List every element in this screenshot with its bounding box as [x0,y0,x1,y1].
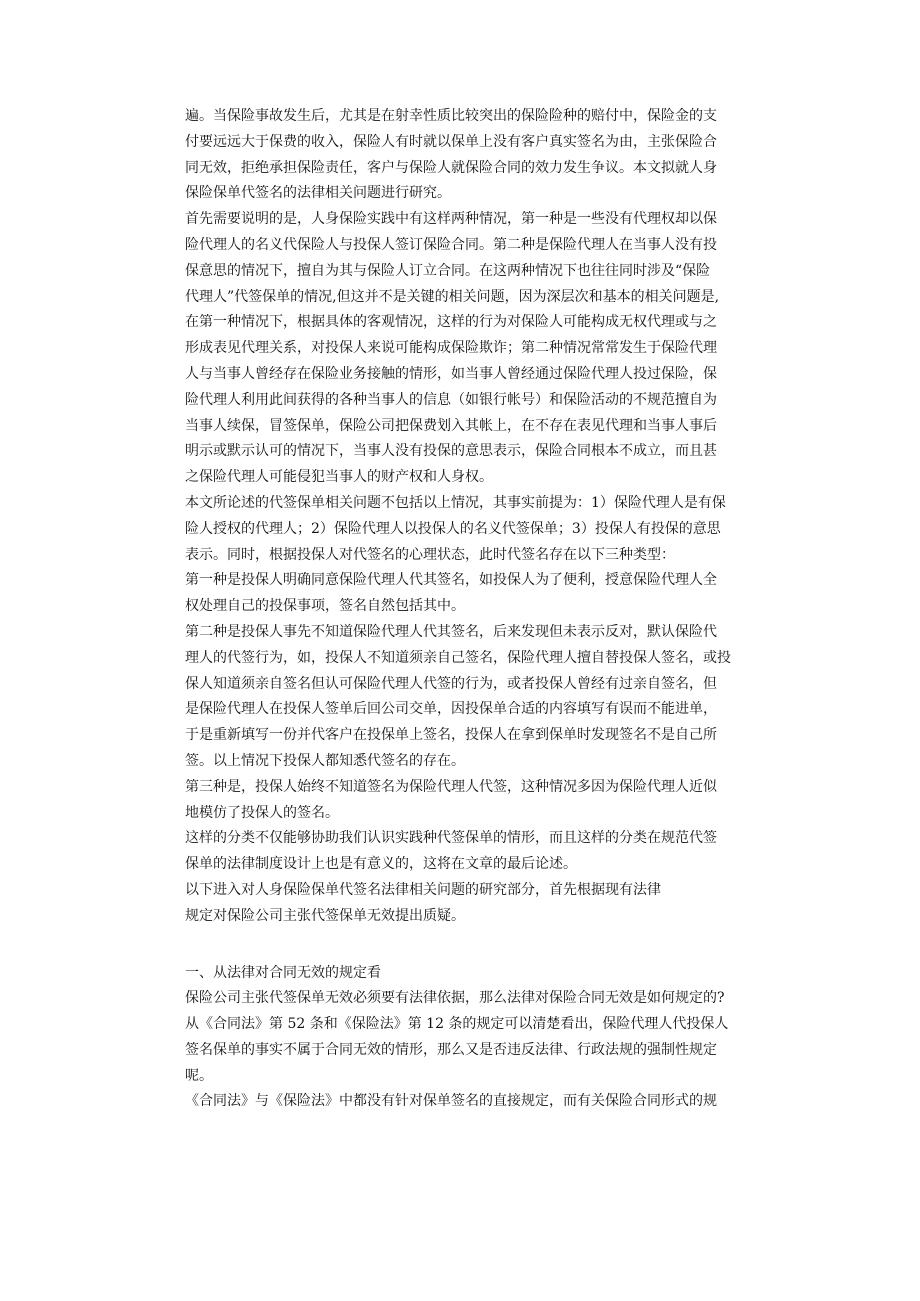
section-gap [185,930,797,961]
text-line: 付要远远大于保费的收入，保险人有时就以保单上没有客户真实签名为由，主张保险合 [185,133,717,150]
text-line: 同无效，拒绝承担保险责任，客户与保险人就保险合同的效力发生争议。本文拟就人身 [185,159,717,176]
text-line: 保险公司主张代签保单无效必须要有法律依据，那么法律对保险合同无效是如何规定的? [185,990,725,1007]
text-line: 以下进入对人身保险保单代签名法律相关问题的研究部分，首先根据现有法律 [185,881,661,898]
text-line: 保单的法律制度设计上也是有意义的，这将在文章的最后论述。 [185,856,577,873]
document-body [185,104,797,930]
text-line: 是保险代理人在投保人签单后回公司交单，因投保单合适的内容填写有误而不能进单， [185,701,717,718]
paragraph [185,775,797,827]
paragraph [185,568,797,620]
text-line: 这样的分类不仅能够协助我们认识实践种代签保单的情形，而且这样的分类在规范代签 [185,830,717,847]
text-line: 首先需要说明的是，人身保险实践中有这样两种情况，第一种是一些没有代理权却以保 [185,211,717,228]
text-line: 人与当事人曾经存在保险业务接触的情形，如当事人曾经通过保险代理人投过保险，保 [185,365,717,382]
paragraph [185,986,797,1089]
text-line: 权处理自己的投保事项，签名自然包括其中。 [185,598,465,615]
text-line: 遍。当保险事故发生后，尤其是在射幸性质比较突出的保险险种的赔付中，保险金的支 [185,108,717,124]
text-line: 代理人”代签保单的情况,但这并不是关键的相关问题，因为深层次和基本的相关问题是, [185,288,720,305]
section-heading: 一、从法律对合同无效的规定看 [185,964,381,981]
text-line: 保意思的情况下，擅自为其与保险人订立合同。在这两种情况下也往往同时涉及“保险 [185,262,711,279]
text-line: 表示。同时，根据投保人对代签名的心理状态，此时代签名存在以下三种类型： [185,546,675,563]
text-line: 第三种是，投保人始终不知道签名为保险代理人代签，这种情况多因为保险代理人近似 [185,778,717,795]
text-line: 在第一种情况下，根据具体的客观情况，这样的行为对保险人可能构成无权代理或与之 [185,314,717,331]
text-line: 第一种是投保人明确同意保险代理人代其签名，如投保人为了便利，授意保险代理人全 [185,572,717,589]
text-line: 《合同法》与《保险法》中都没有针对保单签名的直接规定，而有关保险合同形式的规 [185,1093,717,1110]
paragraph [185,1089,797,1115]
text-line: 第二种是投保人事先不知道保险代理人代其签名，后来发现但未表示反对，默认保险代 [185,623,717,640]
text-line: 从《合同法》第 52 条和《保险法》第 12 条的规定可以清楚看出，保险代理人代投保人 [185,1016,729,1033]
paragraph [185,104,797,207]
paragraph [185,207,797,491]
text-line: 理人的代签行为，如，投保人不知道须亲自己签名，保险代理人擅自替投保人签名，或投 [185,649,731,666]
text-line: 险人授权的代理人；2）保险代理人以投保人的名义代签保单；3）投保人有投保的意思 [185,520,721,537]
paragraph [185,878,797,930]
document-page [185,104,797,1115]
section-body [185,986,797,1115]
text-line: 之保险代理人可能侵犯当事人的财产权和人身权。 [185,469,493,486]
text-line: 呢。 [185,1067,213,1084]
text-line: 签。以上情况下投保人都知悉代签名的存在。 [185,752,465,769]
text-line: 当事人续保，冒签保单，保险公司把保费划入其帐上，在不存在表见代理和当事人事后 [185,417,717,434]
text-line: 明示或默示认可的情况下，当事人没有投保的意思表示，保险合同根本不成立，而且甚 [185,443,717,460]
text-line: 形成表见代理关系，对投保人来说可能构成保险欺诈；第二种情况常常发生于保险代理 [185,340,717,357]
text-line: 保险保单代签名的法律相关问题进行研究。 [185,185,451,202]
text-line: 地模仿了投保人的签名。 [185,804,339,821]
text-line: 本文所论述的代签保单相关问题不包括以上情况，其事实前提为：1）保险代理人是有保 [185,494,726,511]
text-line: 保人知道须亲自签名但认可保险代理人代签的行为，或者投保人曾经有过亲自签名，但 [185,675,717,692]
paragraph [185,491,797,568]
text-line: 险代理人的名义代保险人与投保人签订保险合同。第二种是保险代理人在当事人没有投 [185,236,717,253]
text-line: 规定对保险公司主张代签保单无效提出质疑。 [185,907,465,924]
text-line: 于是重新填写一份并代客户在投保单上签名，投保人在拿到保单时发现签名不是自己所 [185,727,717,744]
paragraph [185,620,797,775]
text-line: 签名保单的事实不属于合同无效的情形，那么又是否违反法律、行政法规的强制性规定 [185,1041,717,1058]
paragraph [185,826,797,878]
text-line: 险代理人利用此间获得的各种当事人的信息（如银行帐号）和保险活动的不规范擅自为 [185,391,717,408]
